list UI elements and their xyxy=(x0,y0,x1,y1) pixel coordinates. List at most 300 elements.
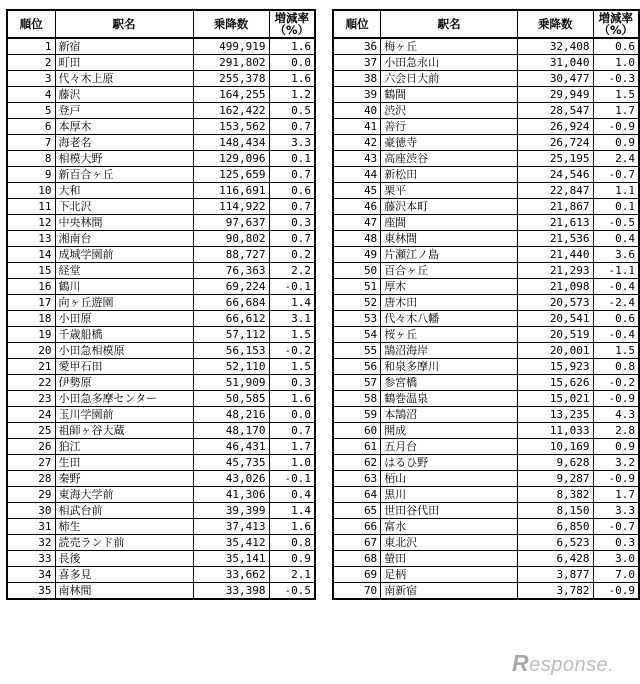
watermark-initial: R xyxy=(512,650,530,676)
table-row xyxy=(333,279,639,295)
station-name-cell: 小田原 xyxy=(55,311,193,327)
change-rate-cell: -0.9 xyxy=(593,471,639,487)
change-rate-cell: 0.7 xyxy=(269,423,315,439)
station-name-cell: 本鵠沼 xyxy=(381,407,518,423)
rank-cell: 30 xyxy=(7,503,55,519)
rank-cell: 13 xyxy=(7,231,55,247)
change-rate-cell: 0.7 xyxy=(269,119,315,135)
rank-cell: 17 xyxy=(7,295,55,311)
change-rate-cell: -0.3 xyxy=(593,71,639,87)
station-name-cell: 読売ランド前 xyxy=(55,535,193,551)
change-rate-cell: 3.0 xyxy=(593,551,639,567)
change-rate-cell: 1.5 xyxy=(593,87,639,103)
rank-cell: 27 xyxy=(7,455,55,471)
station-name-cell: 柿生 xyxy=(55,519,193,535)
rank-cell: 47 xyxy=(333,215,381,231)
table-row xyxy=(333,535,639,551)
passengers-cell: 15,021 xyxy=(518,391,594,407)
station-name-cell: 下北沢 xyxy=(55,199,193,215)
change-rate-cell: 1.5 xyxy=(593,343,639,359)
passengers-cell: 6,523 xyxy=(518,535,594,551)
passengers-cell: 6,850 xyxy=(518,519,594,535)
passengers-cell: 39,399 xyxy=(193,503,269,519)
rank-cell: 65 xyxy=(333,503,381,519)
station-name-cell: 向ヶ丘遊園 xyxy=(55,295,193,311)
table-row xyxy=(7,455,315,471)
rank-cell: 53 xyxy=(333,311,381,327)
ranking-body-right xyxy=(333,38,639,599)
passengers-cell: 33,662 xyxy=(193,567,269,583)
table-row xyxy=(7,567,315,583)
table-row xyxy=(7,423,315,439)
station-name-cell: 中央林間 xyxy=(55,215,193,231)
change-rate-cell: 0.9 xyxy=(269,551,315,567)
rank-cell: 64 xyxy=(333,487,381,503)
rank-cell: 60 xyxy=(333,423,381,439)
passengers-cell: 3,782 xyxy=(518,583,594,600)
passengers-cell: 116,691 xyxy=(193,183,269,199)
rank-cell: 12 xyxy=(7,215,55,231)
station-name-cell: 愛甲石田 xyxy=(55,359,193,375)
table-row xyxy=(7,183,315,199)
change-rate-cell: 1.6 xyxy=(269,391,315,407)
change-rate-cell: 0.8 xyxy=(269,535,315,551)
station-name-cell: 小田急永山 xyxy=(381,55,518,71)
passengers-cell: 46,431 xyxy=(193,439,269,455)
station-name-cell: 南新宿 xyxy=(381,583,518,600)
passengers-cell: 22,847 xyxy=(518,183,594,199)
station-name-cell: 相武台前 xyxy=(55,503,193,519)
rank-header: 順位 xyxy=(7,10,55,38)
station-name-cell: 藤沢 xyxy=(55,87,193,103)
table-row xyxy=(333,215,639,231)
rank-cell: 50 xyxy=(333,263,381,279)
table-row xyxy=(7,87,315,103)
table-row xyxy=(333,71,639,87)
station-name-cell: 梅ヶ丘 xyxy=(381,38,518,55)
change-rate-cell: 2.2 xyxy=(269,263,315,279)
change-rate-cell: 0.7 xyxy=(269,167,315,183)
passengers-cell: 21,293 xyxy=(518,263,594,279)
rank-cell: 28 xyxy=(7,471,55,487)
change-rate-cell: 2.4 xyxy=(593,151,639,167)
table-row xyxy=(333,551,639,567)
passengers-cell: 20,001 xyxy=(518,343,594,359)
passengers-cell: 24,546 xyxy=(518,167,594,183)
change-rate-cell: 0.6 xyxy=(269,183,315,199)
rank-cell: 4 xyxy=(7,87,55,103)
rank-cell: 10 xyxy=(7,183,55,199)
table-row xyxy=(333,103,639,119)
passengers-cell: 255,378 xyxy=(193,71,269,87)
station-name-cell: 東林間 xyxy=(381,231,518,247)
change-rate-cell: -0.7 xyxy=(593,519,639,535)
table-row xyxy=(333,327,639,343)
rank-cell: 62 xyxy=(333,455,381,471)
station-name-cell: 開成 xyxy=(381,423,518,439)
rank-cell: 23 xyxy=(7,391,55,407)
station-name-cell: 祖師ヶ谷大蔵 xyxy=(55,423,193,439)
passengers-cell: 125,659 xyxy=(193,167,269,183)
ranking-table-right xyxy=(332,9,640,600)
passengers-cell: 69,224 xyxy=(193,279,269,295)
passengers-cell: 148,434 xyxy=(193,135,269,151)
rank-cell: 26 xyxy=(7,439,55,455)
station-name-cell: 黒川 xyxy=(381,487,518,503)
station-name-cell: 玉川学園前 xyxy=(55,407,193,423)
rank-cell: 14 xyxy=(7,247,55,263)
station-name-cell: 東北沢 xyxy=(381,535,518,551)
change-rate-cell: 0.0 xyxy=(269,55,315,71)
passengers-cell: 291,802 xyxy=(193,55,269,71)
change-rate-cell: -0.5 xyxy=(593,215,639,231)
change-rate-cell: 0.1 xyxy=(269,151,315,167)
station-name-cell: 鶴巻温泉 xyxy=(381,391,518,407)
passengers-cell: 29,949 xyxy=(518,87,594,103)
change-rate-cell: -0.9 xyxy=(593,119,639,135)
passengers-cell: 52,110 xyxy=(193,359,269,375)
change-rate-cell: -0.5 xyxy=(269,583,315,600)
passengers-cell: 20,519 xyxy=(518,327,594,343)
change-rate-cell: 1.4 xyxy=(269,295,315,311)
station-name-cell: 伊勢原 xyxy=(55,375,193,391)
rank-cell: 18 xyxy=(7,311,55,327)
change-rate-cell: 0.7 xyxy=(269,231,315,247)
station-name-cell: 六会日大前 xyxy=(381,71,518,87)
passengers-cell: 6,428 xyxy=(518,551,594,567)
change-rate-cell: 3.3 xyxy=(593,503,639,519)
table-row xyxy=(333,439,639,455)
change-rate-cell: -0.9 xyxy=(593,391,639,407)
rank-cell: 63 xyxy=(333,471,381,487)
station-name-cell: 南林間 xyxy=(55,583,193,600)
station-name-cell: 生田 xyxy=(55,455,193,471)
change-rate-cell: 0.2 xyxy=(269,247,315,263)
table-row xyxy=(7,231,315,247)
passengers-cell: 41,306 xyxy=(193,487,269,503)
rank-cell: 37 xyxy=(333,55,381,71)
passengers-cell: 10,169 xyxy=(518,439,594,455)
table-header-row xyxy=(7,10,315,38)
passengers-cell: 35,412 xyxy=(193,535,269,551)
passengers-cell: 129,096 xyxy=(193,151,269,167)
passengers-cell: 9,628 xyxy=(518,455,594,471)
table-row xyxy=(7,359,315,375)
station-name-cell: 富水 xyxy=(381,519,518,535)
rank-cell: 24 xyxy=(7,407,55,423)
table-row xyxy=(7,375,315,391)
table-row xyxy=(7,535,315,551)
station-name-cell: 唐木田 xyxy=(381,295,518,311)
rate-header xyxy=(269,10,315,38)
table-row xyxy=(7,199,315,215)
table-row xyxy=(333,423,639,439)
table-row xyxy=(333,247,639,263)
passengers-cell: 8,382 xyxy=(518,487,594,503)
station-name-cell: 狛江 xyxy=(55,439,193,455)
station-name-cell: 大和 xyxy=(55,183,193,199)
rate-header-line1: 増減率 xyxy=(274,11,309,25)
table-row xyxy=(7,311,315,327)
table-row xyxy=(7,391,315,407)
station-name-cell: 参宮橋 xyxy=(381,375,518,391)
change-rate-cell: 1.6 xyxy=(269,71,315,87)
change-rate-cell: 0.9 xyxy=(593,135,639,151)
passengers-cell: 8,150 xyxy=(518,503,594,519)
passengers-cell: 48,216 xyxy=(193,407,269,423)
station-header: 駅名 xyxy=(381,10,518,38)
passengers-cell: 164,255 xyxy=(193,87,269,103)
station-name-cell: 厚木 xyxy=(381,279,518,295)
table-row xyxy=(333,311,639,327)
rank-cell: 35 xyxy=(7,583,55,600)
change-rate-cell: 0.1 xyxy=(593,199,639,215)
station-name-cell: 本厚木 xyxy=(55,119,193,135)
passengers-cell: 35,141 xyxy=(193,551,269,567)
rank-cell: 21 xyxy=(7,359,55,375)
station-name-cell: 新宿 xyxy=(55,38,193,55)
rank-cell: 36 xyxy=(333,38,381,55)
rank-cell: 43 xyxy=(333,151,381,167)
rank-cell: 5 xyxy=(7,103,55,119)
change-rate-cell: 0.6 xyxy=(593,311,639,327)
table-row xyxy=(7,551,315,567)
station-name-cell: 片瀬江ノ島 xyxy=(381,247,518,263)
table-row xyxy=(333,167,639,183)
change-rate-cell: 1.5 xyxy=(269,359,315,375)
passengers-cell: 66,612 xyxy=(193,311,269,327)
rank-cell: 20 xyxy=(7,343,55,359)
change-rate-cell: -0.9 xyxy=(593,583,639,600)
passengers-cell: 88,727 xyxy=(193,247,269,263)
change-rate-cell: 1.7 xyxy=(593,487,639,503)
rank-cell: 3 xyxy=(7,71,55,87)
passengers-cell: 21,536 xyxy=(518,231,594,247)
rank-cell: 44 xyxy=(333,167,381,183)
station-name-cell: 長後 xyxy=(55,551,193,567)
rank-cell: 59 xyxy=(333,407,381,423)
table-row xyxy=(7,119,315,135)
passengers-cell: 15,626 xyxy=(518,375,594,391)
change-rate-cell: 1.0 xyxy=(269,455,315,471)
table-row xyxy=(333,87,639,103)
change-rate-cell: -0.4 xyxy=(593,327,639,343)
rank-cell: 33 xyxy=(7,551,55,567)
change-rate-cell: 1.7 xyxy=(593,103,639,119)
rank-cell: 40 xyxy=(333,103,381,119)
table-row xyxy=(7,135,315,151)
passengers-cell: 43,026 xyxy=(193,471,269,487)
rank-cell: 32 xyxy=(7,535,55,551)
table-header-row xyxy=(333,10,639,38)
passengers-cell: 499,919 xyxy=(193,38,269,55)
change-rate-cell: -2.4 xyxy=(593,295,639,311)
rank-cell: 57 xyxy=(333,375,381,391)
table-row xyxy=(7,263,315,279)
rank-cell: 66 xyxy=(333,519,381,535)
table-row xyxy=(333,583,639,600)
rank-cell: 67 xyxy=(333,535,381,551)
table-row xyxy=(7,407,315,423)
station-name-cell: 螢田 xyxy=(381,551,518,567)
rank-cell: 61 xyxy=(333,439,381,455)
table-row xyxy=(7,215,315,231)
change-rate-cell: 0.6 xyxy=(593,38,639,55)
change-rate-cell: 0.9 xyxy=(593,439,639,455)
station-name-cell: 足柄 xyxy=(381,567,518,583)
rank-cell: 34 xyxy=(7,567,55,583)
table-row xyxy=(7,38,315,55)
rank-cell: 39 xyxy=(333,87,381,103)
rank-cell: 70 xyxy=(333,583,381,600)
station-name-cell: 東海大学前 xyxy=(55,487,193,503)
table-row xyxy=(333,503,639,519)
table-row xyxy=(333,38,639,55)
rank-cell: 9 xyxy=(7,167,55,183)
passengers-cell: 20,573 xyxy=(518,295,594,311)
table-row xyxy=(7,167,315,183)
table-row xyxy=(333,375,639,391)
passengers-cell: 20,541 xyxy=(518,311,594,327)
rank-cell: 69 xyxy=(333,567,381,583)
passengers-cell: 26,924 xyxy=(518,119,594,135)
station-name-cell: 新百合ヶ丘 xyxy=(55,167,193,183)
table-row xyxy=(333,567,639,583)
rate-header-line2: （%） xyxy=(598,23,634,37)
station-name-cell: 代々木上原 xyxy=(55,71,193,87)
passengers-cell: 32,408 xyxy=(518,38,594,55)
rank-cell: 52 xyxy=(333,295,381,311)
change-rate-cell: 0.8 xyxy=(593,359,639,375)
change-rate-cell: -1.1 xyxy=(593,263,639,279)
change-rate-cell: 0.5 xyxy=(269,103,315,119)
change-rate-cell: -0.4 xyxy=(593,279,639,295)
station-name-cell: 千歳船橋 xyxy=(55,327,193,343)
rank-cell: 41 xyxy=(333,119,381,135)
change-rate-cell: 1.4 xyxy=(269,503,315,519)
rank-cell: 15 xyxy=(7,263,55,279)
station-name-cell: 鶴川 xyxy=(55,279,193,295)
rank-cell: 6 xyxy=(7,119,55,135)
station-name-cell: はるひ野 xyxy=(381,455,518,471)
table-row xyxy=(7,247,315,263)
passengers-cell: 11,033 xyxy=(518,423,594,439)
rank-cell: 31 xyxy=(7,519,55,535)
table-row xyxy=(333,135,639,151)
station-name-cell: 渋沢 xyxy=(381,103,518,119)
station-name-cell: 町田 xyxy=(55,55,193,71)
change-rate-cell: -0.7 xyxy=(593,167,639,183)
table-row xyxy=(333,295,639,311)
passengers-cell: 56,153 xyxy=(193,343,269,359)
change-rate-cell: 0.4 xyxy=(593,231,639,247)
passengers-cell: 90,802 xyxy=(193,231,269,247)
passengers-cell: 26,724 xyxy=(518,135,594,151)
watermark-rest: esponse. xyxy=(529,654,615,676)
station-name-cell: 経堂 xyxy=(55,263,193,279)
change-rate-cell: 2.1 xyxy=(269,567,315,583)
station-name-cell: 小田急多摩センター xyxy=(55,391,193,407)
change-rate-cell: 3.6 xyxy=(593,247,639,263)
passengers-cell: 50,585 xyxy=(193,391,269,407)
passengers-cell: 21,613 xyxy=(518,215,594,231)
table-row xyxy=(333,359,639,375)
change-rate-cell: 4.3 xyxy=(593,407,639,423)
station-name-cell: 桜ヶ丘 xyxy=(381,327,518,343)
rate-header-line2: （%） xyxy=(274,23,310,37)
passengers-cell: 114,922 xyxy=(193,199,269,215)
passengers-cell: 45,735 xyxy=(193,455,269,471)
change-rate-cell: 1.6 xyxy=(269,519,315,535)
table-row xyxy=(7,151,315,167)
table-row xyxy=(7,487,315,503)
table-row xyxy=(333,519,639,535)
station-name-cell: 登戸 xyxy=(55,103,193,119)
station-name-cell: 小田急相模原 xyxy=(55,343,193,359)
table-row xyxy=(7,471,315,487)
passengers-cell: 33,398 xyxy=(193,583,269,600)
passengers-cell: 153,562 xyxy=(193,119,269,135)
rate-header xyxy=(593,10,639,38)
table-row xyxy=(333,119,639,135)
rank-cell: 46 xyxy=(333,199,381,215)
passengers-cell: 30,477 xyxy=(518,71,594,87)
change-rate-cell: 0.3 xyxy=(269,375,315,391)
station-name-cell: 秦野 xyxy=(55,471,193,487)
table-row xyxy=(333,55,639,71)
change-rate-cell: -0.2 xyxy=(269,343,315,359)
table-row xyxy=(333,471,639,487)
rank-cell: 68 xyxy=(333,551,381,567)
passengers-cell: 21,098 xyxy=(518,279,594,295)
table-row xyxy=(7,295,315,311)
station-name-cell: 百合ヶ丘 xyxy=(381,263,518,279)
change-rate-cell: 0.0 xyxy=(269,407,315,423)
table-row xyxy=(7,327,315,343)
table-row xyxy=(333,455,639,471)
rank-cell: 55 xyxy=(333,343,381,359)
change-rate-cell: 1.6 xyxy=(269,38,315,55)
change-rate-cell: -0.1 xyxy=(269,471,315,487)
station-name-cell: 座間 xyxy=(381,215,518,231)
passengers-cell: 25,195 xyxy=(518,151,594,167)
passengers-cell: 57,112 xyxy=(193,327,269,343)
station-name-cell: 新松田 xyxy=(381,167,518,183)
ranking-table-left xyxy=(6,9,316,600)
station-name-cell: 喜多見 xyxy=(55,567,193,583)
passengers-cell: 51,909 xyxy=(193,375,269,391)
passengers-cell: 15,923 xyxy=(518,359,594,375)
station-name-cell: 和泉多摩川 xyxy=(381,359,518,375)
rank-cell: 16 xyxy=(7,279,55,295)
table-row xyxy=(7,343,315,359)
table-row xyxy=(333,343,639,359)
rank-cell: 58 xyxy=(333,391,381,407)
station-name-cell: 成城学園前 xyxy=(55,247,193,263)
change-rate-cell: 1.1 xyxy=(593,183,639,199)
change-rate-cell: 1.5 xyxy=(269,327,315,343)
station-name-cell: 相模大野 xyxy=(55,151,193,167)
passengers-cell: 13,235 xyxy=(518,407,594,423)
station-name-cell: 栢山 xyxy=(381,471,518,487)
table-row xyxy=(7,583,315,600)
change-rate-cell: 3.1 xyxy=(269,311,315,327)
rate-header-line1: 増減率 xyxy=(598,11,634,25)
change-rate-cell: 1.0 xyxy=(593,55,639,71)
table-row xyxy=(7,103,315,119)
station-name-cell: 代々木八幡 xyxy=(381,311,518,327)
station-name-cell: 海老名 xyxy=(55,135,193,151)
